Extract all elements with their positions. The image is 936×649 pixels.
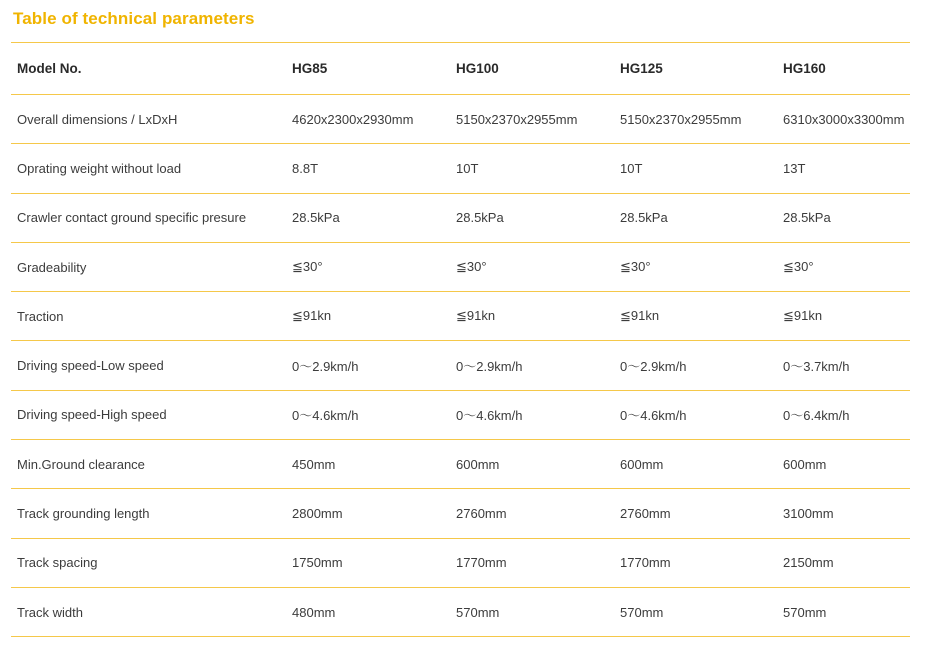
- table-row: [11, 95, 910, 144]
- table-body: [11, 95, 910, 637]
- parameter-value: 0～4.6km/h: [292, 408, 359, 424]
- parameter-value: 600mm: [783, 456, 827, 472]
- parameter-value: 5150x2370x2955mm: [620, 111, 742, 127]
- parameter-label: Min.Ground clearance: [17, 456, 145, 472]
- header-hg100: HG100: [456, 61, 499, 76]
- parameter-value: 28.5kPa: [456, 210, 504, 226]
- parameter-value: 1750mm: [292, 555, 343, 571]
- parameter-label: Traction: [17, 308, 64, 324]
- parameter-label: Track spacing: [17, 555, 98, 571]
- parameter-value: 2760mm: [620, 506, 671, 522]
- parameter-value: 1770mm: [456, 555, 507, 571]
- parameter-value: 600mm: [456, 456, 500, 472]
- parameter-label: Track grounding length: [17, 506, 150, 522]
- parameter-value: 2800mm: [292, 506, 343, 522]
- parameter-value: ≦30°: [783, 259, 814, 275]
- parameter-value: 0～2.9km/h: [292, 359, 359, 375]
- parameter-value: 0～2.9km/h: [456, 359, 523, 375]
- parameter-value: 0～3.7km/h: [783, 359, 850, 375]
- parameter-label: Overall dimensions / LxDxH: [17, 111, 178, 127]
- header-model-no: Model No.: [17, 61, 82, 76]
- table-row: [11, 588, 910, 637]
- parameter-value: 570mm: [783, 604, 827, 620]
- table-row: [11, 144, 910, 193]
- table-header-row: [11, 43, 910, 95]
- page-title: Table of technical parameters: [13, 9, 255, 28]
- parameter-value: 2760mm: [456, 506, 507, 522]
- parameter-value: ≦30°: [620, 259, 651, 275]
- parameter-value: ≦30°: [292, 259, 323, 275]
- parameter-value: ≦91kn: [783, 308, 823, 324]
- parameter-value: 3100mm: [783, 506, 834, 522]
- table-row: [11, 391, 910, 440]
- parameter-value: 570mm: [456, 604, 500, 620]
- table-row: [11, 194, 910, 243]
- parameter-value: 4620x2300x2930mm: [292, 111, 414, 127]
- table-row: [11, 440, 910, 489]
- parameter-label: Track width: [17, 604, 83, 620]
- parameter-label: Gradeability: [17, 259, 87, 275]
- parameter-value: 6310x3000x3300mm: [783, 111, 905, 127]
- parameters-table: [11, 42, 910, 637]
- parameter-label: Crawler contact ground specific presure: [17, 210, 247, 226]
- parameter-value: 13T: [783, 160, 806, 176]
- header-hg85: HG85: [292, 61, 328, 76]
- parameter-value: 600mm: [620, 456, 664, 472]
- parameter-value: 0～6.4km/h: [783, 408, 850, 424]
- parameter-value: ≦91kn: [456, 308, 496, 324]
- parameter-value: 0～4.6km/h: [620, 408, 687, 424]
- parameter-value: 5150x2370x2955mm: [456, 111, 578, 127]
- parameter-value: 8.8T: [292, 160, 319, 176]
- parameter-value: ≦91kn: [620, 308, 660, 324]
- table-row: [11, 341, 910, 390]
- parameter-value: 570mm: [620, 604, 664, 620]
- parameter-value: ≦30°: [456, 259, 487, 275]
- header-hg160: HG160: [783, 61, 826, 76]
- parameter-value: 2150mm: [783, 555, 834, 571]
- table-row: [11, 489, 910, 538]
- parameter-value: 28.5kPa: [783, 210, 831, 226]
- parameter-value: ≦91kn: [292, 308, 332, 324]
- parameter-value: 450mm: [292, 456, 336, 472]
- parameter-value: 480mm: [292, 604, 336, 620]
- parameter-label: Driving speed-Low speed: [17, 358, 164, 374]
- parameter-label: Driving speed-High speed: [17, 407, 167, 423]
- parameter-value: 10T: [456, 160, 479, 176]
- table-row: [11, 539, 910, 588]
- parameter-value: 0～4.6km/h: [456, 408, 523, 424]
- parameter-value: 1770mm: [620, 555, 671, 571]
- parameter-value: 28.5kPa: [292, 210, 340, 226]
- parameter-value: 10T: [620, 160, 643, 176]
- header-hg125: HG125: [620, 61, 663, 76]
- parameter-label: Oprating weight without load: [17, 160, 182, 176]
- table-row: [11, 292, 910, 341]
- parameter-value: 28.5kPa: [620, 210, 668, 226]
- parameter-value: 0～2.9km/h: [620, 359, 687, 375]
- table-row: [11, 243, 910, 292]
